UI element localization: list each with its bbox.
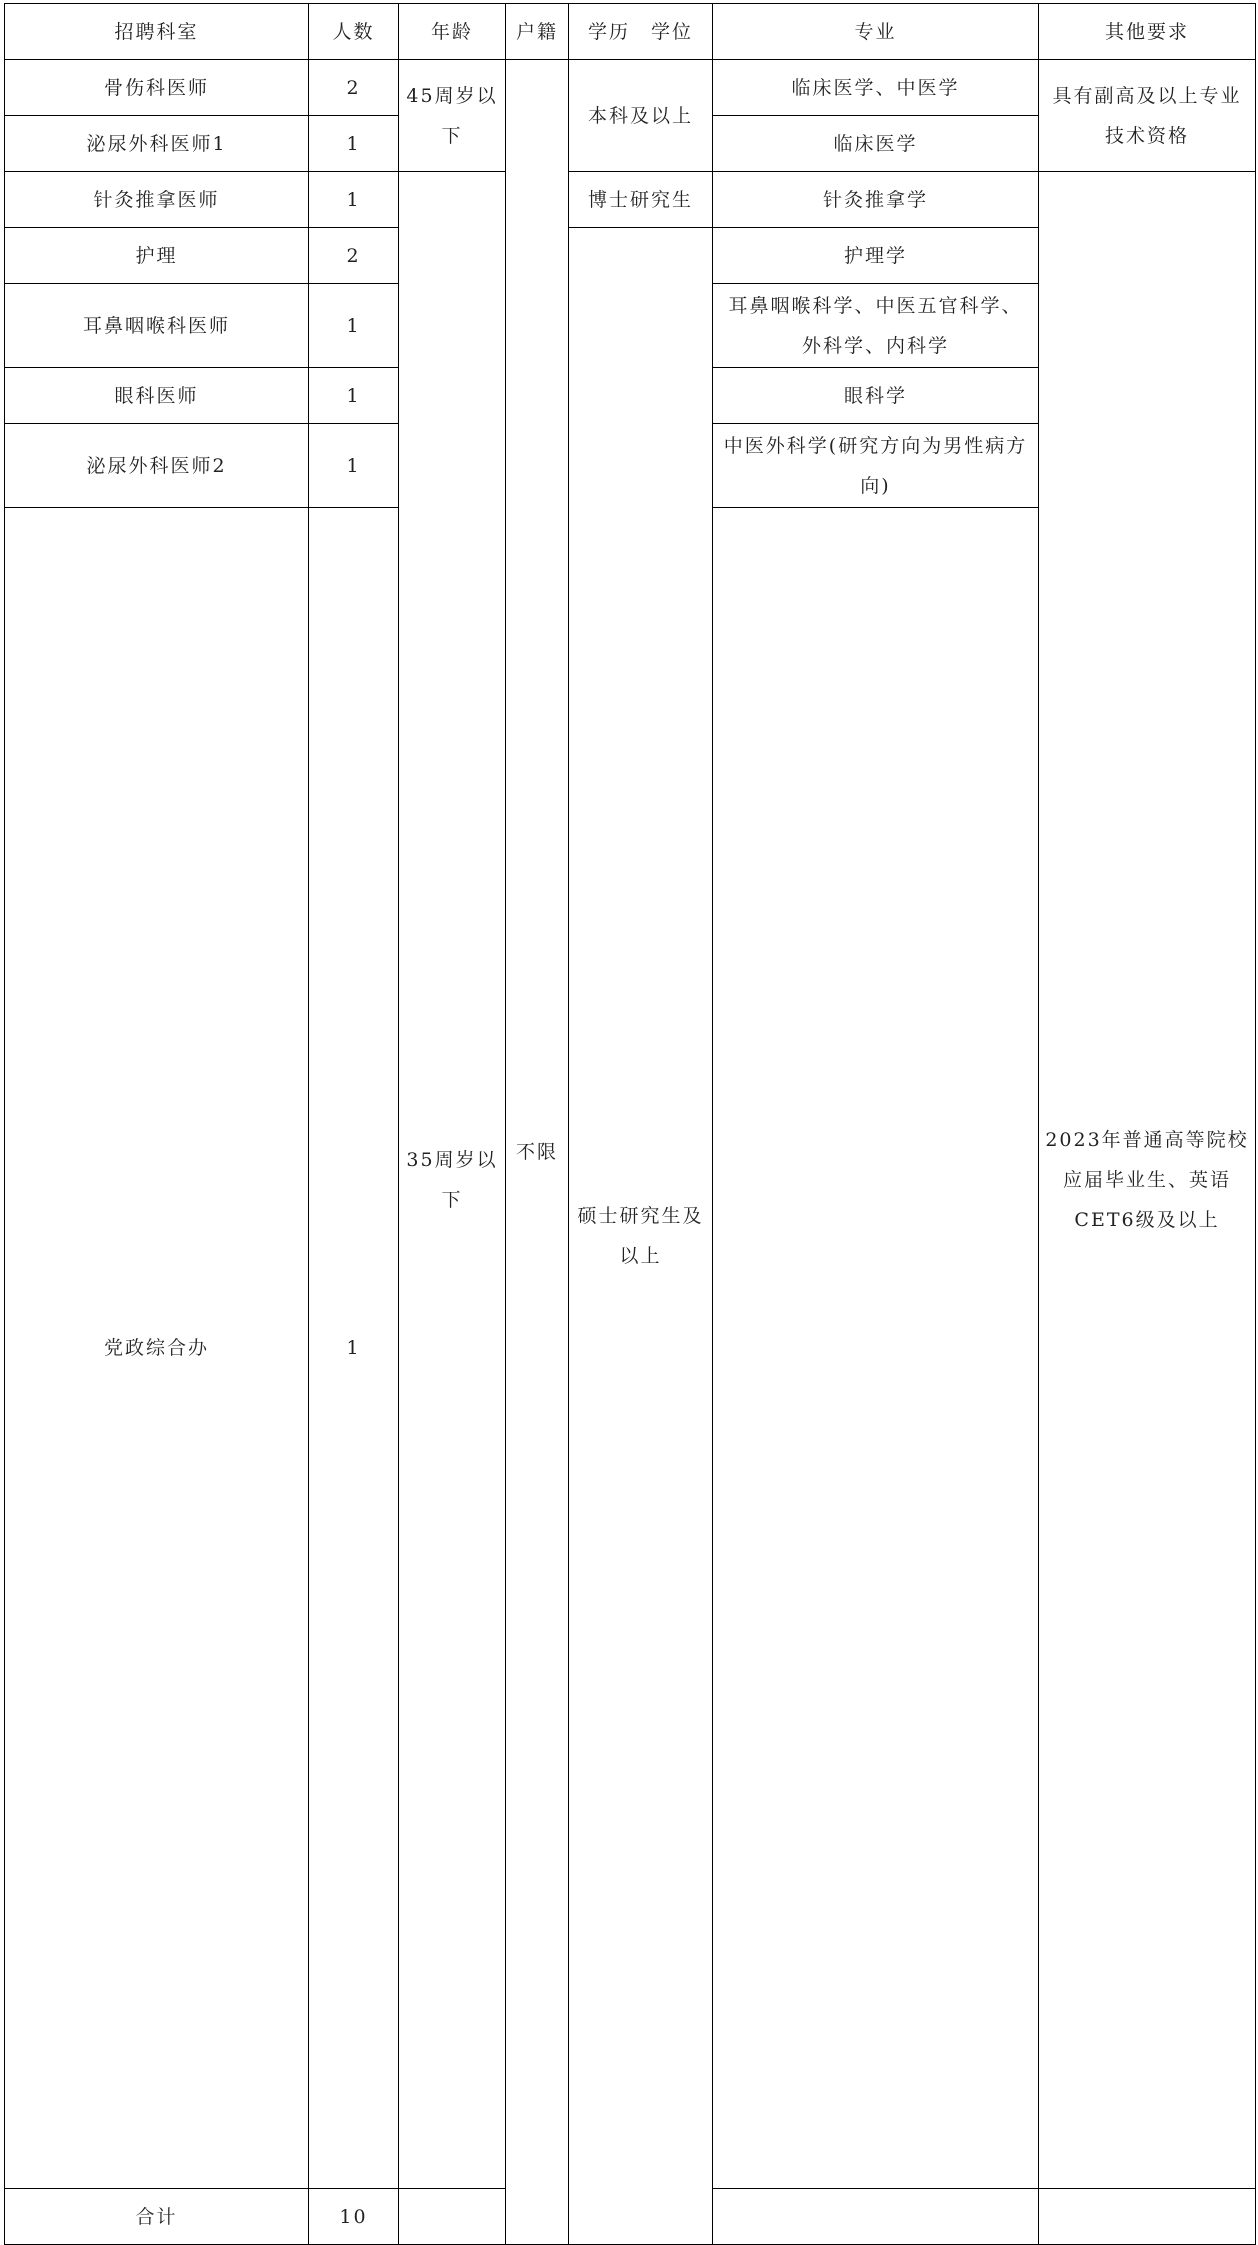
empty-cell (399, 2189, 506, 2245)
age-cell-empty (713, 508, 1039, 2189)
table-row (5, 60, 1256, 116)
other-req-cell-1: 具有副高及以上专业技术资格 (1039, 60, 1256, 172)
dept-cell: 耳鼻咽喉科医师 (5, 284, 309, 368)
major-cell: 眼科学 (713, 368, 1039, 424)
header-hukou: 户籍 (506, 4, 569, 60)
count-cell: 1 (309, 424, 399, 508)
dept-cell: 泌尿外科医师1 (5, 116, 309, 172)
major-cell: 针灸推拿学 (713, 172, 1039, 228)
count-cell: 2 (309, 228, 399, 284)
major-cell: 临床医学、中医学 (713, 60, 1039, 116)
header-education: 学历 学位 (569, 4, 713, 60)
major-cell: 临床医学 (713, 116, 1039, 172)
edu-cell-bachelor: 本科及以上 (569, 60, 713, 172)
count-cell: 1 (309, 172, 399, 228)
recruitment-table (4, 3, 1256, 2245)
count-cell: 1 (309, 284, 399, 368)
header-row (5, 4, 1256, 60)
count-cell: 1 (309, 368, 399, 424)
age-cell-35: 35周岁以下 (399, 172, 506, 2189)
total-count: 10 (309, 2189, 399, 2245)
major-cell: 耳鼻咽喉科学、中医五官科学、外科学、内科学 (713, 284, 1039, 368)
header-age: 年龄 (399, 4, 506, 60)
empty-cell (1039, 2189, 1256, 2245)
dept-cell: 泌尿外科医师2 (5, 424, 309, 508)
dept-cell: 眼科医师 (5, 368, 309, 424)
header-count: 人数 (309, 4, 399, 60)
dept-cell: 针灸推拿医师 (5, 172, 309, 228)
dept-cell: 骨伤科医师 (5, 60, 309, 116)
total-label: 合计 (5, 2189, 309, 2245)
hukou-cell: 不限 (506, 60, 569, 2245)
major-cell: 护理学 (713, 228, 1039, 284)
major-cell: 中医外科学(研究方向为男性病方向) (713, 424, 1039, 508)
header-other: 其他要求 (1039, 4, 1256, 60)
age-cell-45: 45周岁以下 (399, 60, 506, 172)
edu-cell-master: 硕士研究生及以上 (569, 228, 713, 2245)
count-cell: 1 (309, 508, 399, 2189)
count-cell: 1 (309, 116, 399, 172)
header-major: 专业 (713, 4, 1039, 60)
edu-cell-phd: 博士研究生 (569, 172, 713, 228)
empty-cell (713, 2189, 1039, 2245)
other-req-cell-2: 2023年普通高等院校应届毕业生、英语CET6级及以上 (1039, 172, 1256, 2189)
count-cell: 2 (309, 60, 399, 116)
header-dept: 招聘科室 (5, 4, 309, 60)
table-row (5, 172, 1256, 228)
dept-cell: 护理 (5, 228, 309, 284)
dept-cell: 党政综合办 (5, 508, 309, 2189)
